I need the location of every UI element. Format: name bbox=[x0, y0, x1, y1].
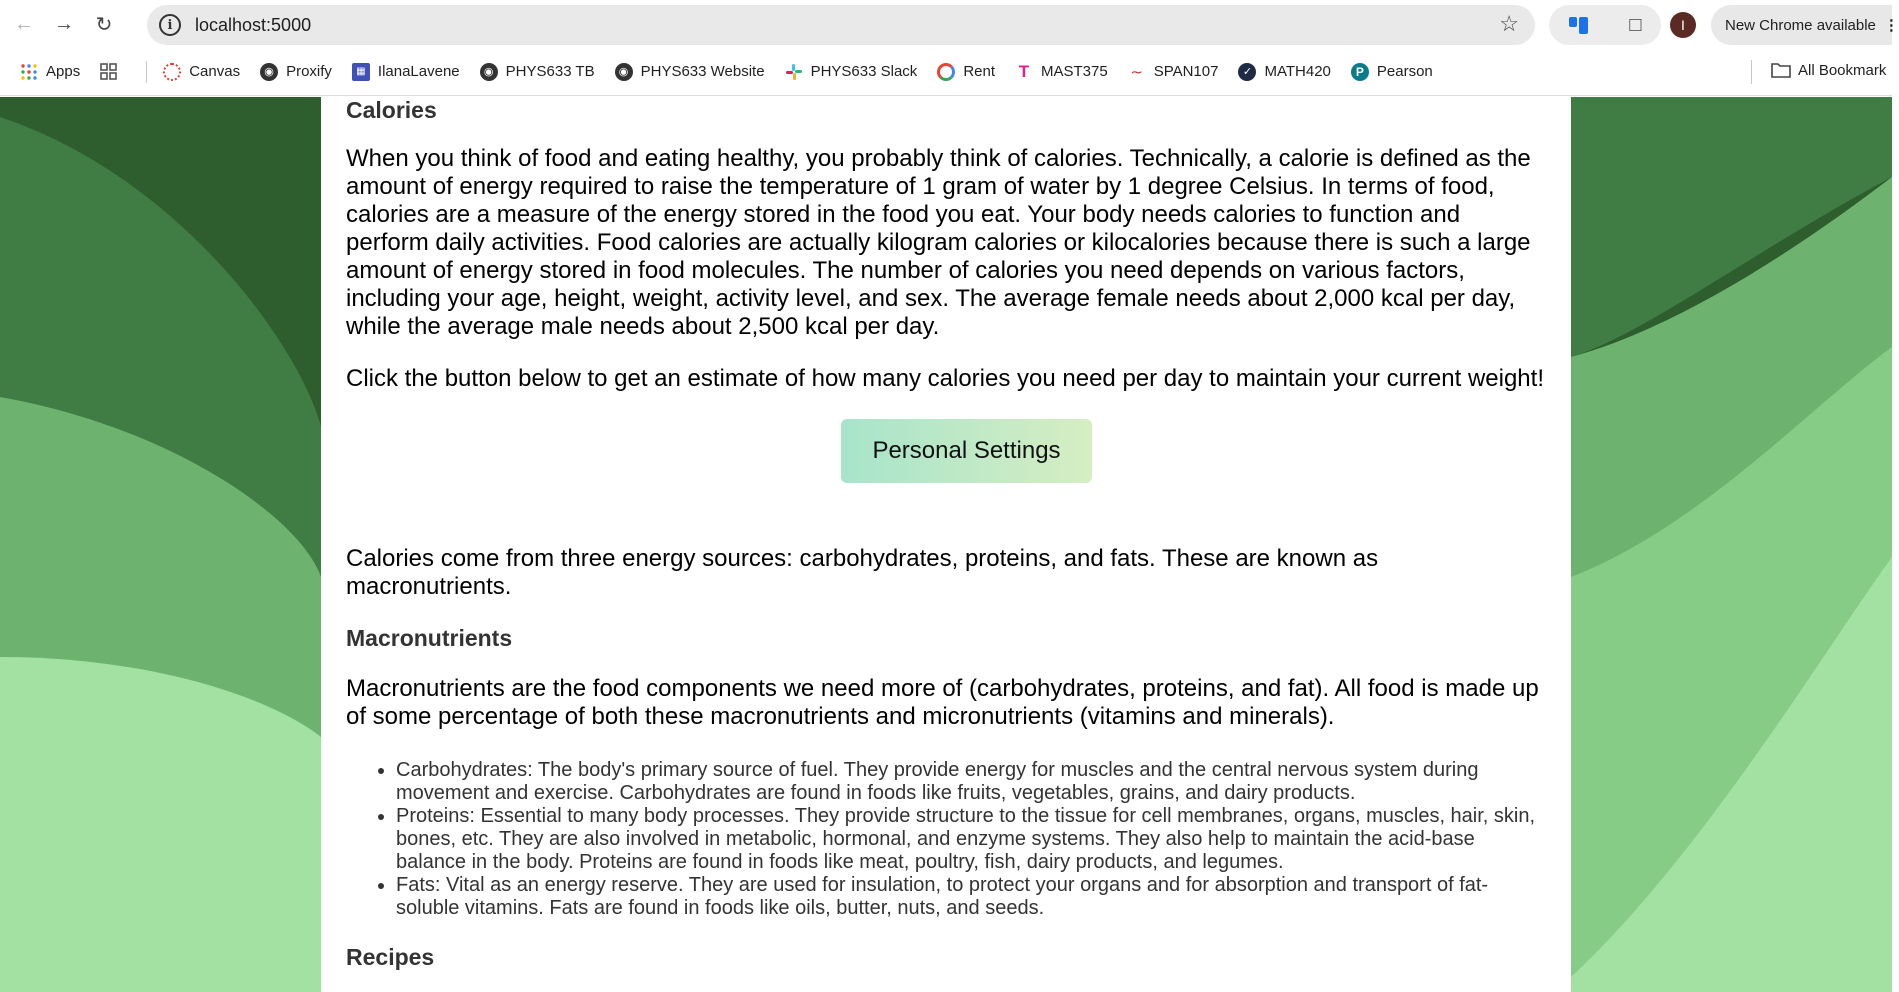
bookmark-label: PHYS633 Website bbox=[640, 63, 765, 80]
reload-icon[interactable]: ↻ bbox=[95, 13, 113, 36]
bookmark-label: IlanaLavene bbox=[377, 63, 460, 80]
pearson-icon: P bbox=[1351, 63, 1369, 81]
bookmarks-divider bbox=[146, 61, 147, 83]
bookmark-mast375[interactable] bbox=[1015, 63, 1108, 81]
page-viewport[interactable] bbox=[0, 97, 1892, 992]
macronutrients-heading: Macronutrients bbox=[346, 625, 513, 651]
macronutrients-paragraph: Macronutrients are the food components we need more of (carbohydrates, proteins, and fat). All food is made up of some percentage of both these macronutrients and micronutrients (vitamins and minerals). bbox=[346, 675, 1539, 730]
bookmark-canvas[interactable] bbox=[163, 63, 240, 81]
bookmark-star-icon[interactable]: ☆ bbox=[1499, 11, 1519, 36]
update-label: New Chrome available bbox=[1725, 16, 1876, 34]
bookmark-ilanalavene[interactable] bbox=[352, 63, 460, 81]
bookmark-math420[interactable] bbox=[1238, 63, 1330, 81]
slack-icon bbox=[785, 63, 803, 81]
bookmark-label: PHYS633 Slack bbox=[810, 63, 918, 80]
bookmarks-bar bbox=[0, 48, 1892, 96]
rent-icon bbox=[937, 63, 955, 81]
wave-icon: ∼ bbox=[1130, 63, 1143, 81]
canvas-icon bbox=[163, 63, 181, 81]
bookmark-label: Rent bbox=[963, 63, 995, 80]
bookmark-label: MATH420 bbox=[1264, 63, 1331, 80]
bookmark-apps[interactable] bbox=[20, 63, 80, 81]
bookmark-label: Canvas bbox=[189, 63, 241, 80]
bookmarks-divider bbox=[1751, 60, 1752, 84]
profile-avatar[interactable]: I bbox=[1670, 12, 1696, 38]
bookmark-pearson[interactable] bbox=[1351, 63, 1433, 81]
all-bookmarks-button[interactable] bbox=[1772, 61, 1886, 79]
webwork-icon: ✓ bbox=[1238, 63, 1256, 81]
address-bar[interactable] bbox=[147, 5, 1535, 45]
bookmark-label: PHYS633 TB bbox=[505, 63, 595, 80]
bookmark-label: Proxify bbox=[286, 63, 332, 80]
folder-icon bbox=[1772, 61, 1790, 79]
back-arrow-icon[interactable]: ← bbox=[14, 12, 34, 35]
bookmark-proxify[interactable] bbox=[260, 63, 332, 81]
calories-paragraph: When you think of food and eating healthy, you probably think of calories. Technically, a calorie is defined as the amount of energy required to raise the temperature of 1 gram of water by 1 degree Celsius. In terms of food, calories are a measure of the energy stored in the food you eat. Your body needs calories to function and perform daily activities. Food calories are actually kilogram calories or kilocalories because there is such a large amount of energy stored in food molecules. The number of calories you need depends on various factors, including your age, height, weight, activity level, and sex. The average female needs about 2,000 kcal per day, while the average male needs about 2,500 kcal per day. bbox=[346, 145, 1531, 340]
bookmark-phys633-slack[interactable] bbox=[785, 63, 918, 81]
calories-cta-paragraph: Click the button below to get an estimate of how many calories you need per day to maintain your current weight! bbox=[346, 365, 1544, 392]
browser-toolbar bbox=[0, 0, 1899, 48]
macronutrient-list bbox=[346, 759, 1549, 920]
chrome-menu-icon[interactable]: ⋮ bbox=[1883, 17, 1899, 34]
tab-groups-icon bbox=[100, 63, 118, 81]
list-item: • Carbohydrates: The body's primary source of fuel. They provide energy for muscles and the central nervous system during movement and exercise. Carbohydrates are found in foods like fruits, vegetables, grains, and dairy products. bbox=[396, 759, 1549, 805]
calories-heading: Calories bbox=[346, 97, 437, 123]
bookmark-tab-groups[interactable] bbox=[100, 63, 126, 81]
bookmark-span107[interactable] bbox=[1128, 63, 1219, 81]
bookmark-label: Pearson bbox=[1376, 63, 1433, 80]
energy-sources-paragraph: Calories come from three energy sources: carbohydrates, proteins, and fats. These are known as macronutrients. bbox=[346, 545, 1379, 600]
bookmark-label: MAST375 bbox=[1041, 63, 1108, 80]
address-url[interactable]: localhost:5000 bbox=[195, 14, 312, 35]
main-content bbox=[321, 97, 1571, 992]
forward-arrow-icon[interactable]: → bbox=[54, 12, 74, 35]
extension-blue-icon[interactable] bbox=[1568, 14, 1590, 36]
all-bookmarks-label: All Bookmark bbox=[1798, 61, 1887, 79]
apps-grid-icon bbox=[20, 63, 38, 81]
bookmark-label: SPAN107 bbox=[1153, 63, 1219, 80]
list-item: • Proteins: Essential to many body processes. They provide structure to the tissue for cell membranes, organs, muscles, hair, skin, bones, etc. They are also involved in metabolic, hormonal, and enzyme systems. They also help to maintain the acid-base balance in the body. Proteins are found in foods like meat, poultry, fish, dairy products, and legumes. bbox=[396, 805, 1549, 874]
bookmark-phys633-website[interactable] bbox=[615, 63, 765, 81]
recipes-heading: Recipes bbox=[346, 944, 435, 970]
list-item: • Fats: Vital as an energy reserve. They are used for insulation, to protect your organs and for absorption and transport of fat-soluble vitamins. Fats are found in foods like oils, butter, nuts, and seeds. bbox=[396, 874, 1549, 920]
globe-icon: ◉ bbox=[260, 63, 278, 81]
bookmark-phys633-tb[interactable] bbox=[480, 63, 595, 81]
bookmark-label: Apps bbox=[46, 63, 81, 80]
extensions-area bbox=[1549, 5, 1661, 45]
calendar-icon: ▦ bbox=[352, 63, 370, 81]
personal-settings-button[interactable]: Personal Settings bbox=[841, 419, 1092, 483]
site-info-icon[interactable]: i bbox=[159, 14, 181, 36]
bookmark-rent[interactable] bbox=[937, 63, 995, 81]
globe-icon: ◉ bbox=[480, 63, 498, 81]
extensions-puzzle-icon[interactable]: □ bbox=[1629, 13, 1642, 36]
settings-button-wrap bbox=[346, 419, 1549, 483]
t-icon: T bbox=[1018, 61, 1030, 81]
chrome-update-button[interactable] bbox=[1711, 5, 1899, 45]
globe-icon: ◉ bbox=[615, 63, 633, 81]
